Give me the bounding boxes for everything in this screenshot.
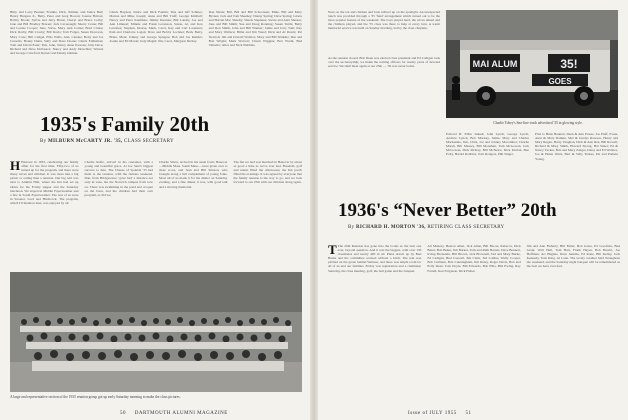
body-text: Hanover in 1935, celebrating our family affair for the first time. Fifty-two of us turned up for the program, and there were many wives and children. It was more like a big picnic or outing than a reunion. Our big tent was next to Alumni Hall, where the Inn had set up tables for the Friday supper and the Saturday luncheon. We stayed in Middle Fayerweather and a few in South Fayerweather. The rest of us were in Streeter, Lord and Hitchcock. The program, which I'll mention later, was enjoyed by all. — [10, 160, 79, 205]
text-column — [328, 244, 421, 273]
left-page — [0, 0, 310, 420]
byline-prefix: By — [348, 225, 355, 230]
truck-sign-bottom: GOES — [548, 77, 572, 86]
truck-photo — [446, 10, 618, 118]
text-column: All Muzzey, Heaton Allen, Jack Allen, Bill Bacon, Rebecca, Dick Baird, Bob Baker, Jim Barker, Tom and Ruth Barrett, Dave Bennett, Irving Bronstein, Bill Brown, Jack Brownell, Ted and Mary Burke, Ed Cadigan, Bud Caswell, Jim Clark, Ted Collins, Wally Cooper, Bob Cullinan, Bob Cunningham, Jim Daley, Roger Davis, Bob and Polly Dean, Tom Doyle, Bill Edwards, Bob Ellis, Phil Ewing, Ray Farrell, Ken Ferguson, Dick Fisher. — [427, 244, 521, 273]
text-column: First to Bette Bennett, Dean & Ann Prasse, Joe Plaff, Ewen, Aunt & Mary Rankin, Mel & Gladys Rawson, Henry and Mary Regan, Harry Vaughan, Dick & Ann Rex, Bill Rowell; Richard & Mary Smith, Howard Strong, Hal Slater; Ed & Nancy Tucker, Bob and Mary Zanger, Daisy and Ed Wallace, Joe & Helen Watts, Bert & Sally Yerkes, Pat and Pamela Young. — [535, 132, 619, 161]
byline-1935 — [40, 139, 174, 144]
page-number: 50 — [120, 411, 126, 416]
issue-date: Issue of JULY 1955 — [408, 411, 457, 416]
right-body-columns — [328, 244, 620, 273]
text-column: Chuck Hayden; Janice and Dick Fannin; Tina and Jeff Schmer; Marion and Mike Joseph; Anne and Bill Traff; George Kimball; Nancy and Peter Kaufman; Jimmy Kiernan; Bill Landry, Joe and Ann Limneal; Minnie and Frank Levenson, Susan, Al, and Ken Larrabee; Stephan, Dearse, Mark, Carol, Kay and Carl Lorenzen; Pam and Charlotte Logan; Dave and Bobby Lochner; Beth, Betty, Brian, Meta; Johnny and George Sprague; Bob and Joe Rudder; Joanie and Ed Moran; Judy Magid; Jim, Carol, Margaret Richey. — [109, 10, 203, 43]
byline-author: RICHARD H. MORTON '36, — [356, 225, 426, 230]
left-body-columns — [10, 160, 302, 205]
truck-sign-right: 35! — [560, 57, 578, 71]
byline-role: CLASS SECRETARY — [124, 139, 174, 144]
text-column: Dan Nunis; Bill, Bill and Bill Schoonsen; Mike, Bill and Mary Byrnes; Jack and Tom Sheehey; Danny Spring; Dave Spring; Gloria and Harriet Mac Sheehy; Sheets Stephens; Stevie and Alex Shearer, Jane and Bill Smith; Sue and Doug Ronning; Susan Tuttle; Betty and Don Smith, John and Bill Wanner; Jamie and Jerry Tom; Kay and Mary Wallace; Billie and Jim Weed; Dick and Al Rawls; Pat Stratton; Jim and Donald Wallace; Mary and Bill Watkins; Dee and Bob Wright; Mark Wolcott; Chuck Wiggins; Bob Worth, Bud Valladro; Alice and Nick Nubbins. — [208, 10, 302, 47]
body-text: The 20th Reunion has gone into the books as the best one ever, beyond question. And it was the biggest, with over 130 classmates and nearly 400 in all. Plans drawn up by Bud Burke and his committee worked without a hitch. The tent was pitched on the green behind Webster, and there was ample room for all of us and our families. Friday was registration and a clambake; Saturday, the class meeting, golf, the ball game and the banquet. — [328, 244, 422, 273]
right-top-text: Next on the tax and chicken and Jack Gilbert up on the spotlight. An unexpected lunch was provided through a '35 'fund' arrangement which turned out to be the most popular feature of the weekend. The boys played hard, the wives talked and the children played, and the '55 class was there to help at every turn. A warm memorial service was held on Sunday morning, led by the class chaplain. — [328, 10, 440, 31]
page-gutter — [310, 0, 318, 420]
text-column: The fun we had was matched in Hanover by about as good a time as we've ever had. Baseball, golf and tennis filled the afternoons; the Inn porch filled the evenings. It was agreed by everyone that the family reunion is the way to go, and we look forward to our 25th with our children along again. — [233, 160, 302, 185]
left-top-name-columns — [10, 10, 302, 55]
magazine-name: DARTMOUTH ALUMNI MAGAZINE — [134, 411, 228, 416]
right-name-columns — [446, 132, 618, 161]
drop-cap: T — [328, 242, 337, 257]
left-photo-caption: A large and representative section of the 1935 reunion group got up early Saturday morning to make the class pictures. — [10, 395, 181, 399]
truck-photo-image — [446, 10, 618, 118]
truck-sign-left: MAI ALUM — [472, 59, 518, 69]
right-photo-caption: Charlie Tobey's Sno-line truck advertised '35 in glowing style. — [493, 121, 583, 125]
article-title-1935: 1935's Family 20th — [40, 112, 210, 136]
text-column: Edward B. Edlin Jaskell, John Lynch, George Lynch, Andrew Lynch, Bob Mackay, Jamie, Mary and Charles Mackenzie, Jim, Chris, Joe and Johnny Macomber; Charlie Marsh, Bill Massey, Bill Monahan, Tom McGowan, Jack McGowan, Dick McKay, Bill McNeice, Dick Parrish, Ben Polly, Harold Robbins, Tom Rodgers, Phil Singer. — [446, 132, 529, 157]
page-number: 51 — [465, 411, 472, 416]
byline-role: RETIRING CLASS SECRETARY — [427, 225, 505, 230]
text-column: Billy, and Larry Bonner, Frankie, Dick, Jimmie, and Janice Bell; Henry Burgess Jr., Betty, Peter and Greg Bowen; Joanne Britton; Bobby Brook; Sylvia and Jerry Brunt; Cheryl and Bruce Colby; Jane and Bill Bradley Bowen; Jack Cavanaugh; Sherry Crane; Bill and Louise Cooper; Jane, Steve, Mary Ann Cotten; Brad Cruise; Dick Darby; Bill Crosby; Bill Davis; Tom Folger, Susan Donovan, Mary Cone; Bill Cudgel, Ellis Wells, Ann, Candee; Betty and Joe Cursello; Bonny Dunn, Sally and Dave Doane; Chuck Eddleman; Tom and David Ester; Tim, John, Nancy Anne Parsons; Judy Deve; Richard and Dave Dollarace; Nancy and Andy Dreschler; Warren and George Crawford; Robert and Danny Gilman. — [10, 10, 104, 55]
left-folio — [120, 411, 228, 416]
article-title-1936: 1936's “Never Better” 20th — [338, 200, 557, 221]
drop-cap: H — [10, 158, 21, 173]
byline-author: MILBURN McCARTY JR. '35, — [48, 139, 123, 144]
right-left-column-text: As the reunion closed, Bob Dean was elected class president and Ed Cadigan took over the secretaryship; we thank the retiring officers for twenty years of devoted service. We shall meet again at our 25th — '36 was never better. — [328, 56, 440, 69]
group-photo-image — [10, 272, 302, 392]
byline-1936 — [348, 225, 504, 230]
right-page — [318, 0, 628, 420]
text-column: Charlie Rolfe, arrived in his customer, with a young and beautiful grace. At Joe Sant's biggest success to date. The Cheese of Spaulds '35 had them at the reunion, with the famous weekend. Dan, from Bridgewater, 'gave bad' a distance not only in vans, but the Norwich campus from now on. There was swimming in the pond and croquet on the lawn, and the children had their own program, as did we. — [84, 160, 153, 197]
right-folio — [408, 411, 471, 416]
text-column — [10, 160, 79, 205]
text-column: Charlie Silver, arrived in his usual form; Hanover—Middle Mass. South Mass.—were given over to three score, and Jean and Bill Stinson, who brought along a full complement of young folks. Most all of us made it for the dinner on Saturday evening, and a fine dinner it was, with good talk and a moving memorial. — [159, 160, 228, 189]
reunion-group-photo — [10, 272, 302, 392]
text-column: Jim and Ann Flaherty, Bill Fuller, Bob Gates, Ed Goodwin, Bud Grant, Walt Hall, Tom Hart, Frank Hayes, Bob Hewitt, Joe Hoffman, Art Hughes, Dave Jenkins, Ed Kane, Bill Kelley, Jack Kennedy, Tom King, Al Lane. The lovely weather held throughout the weekend, and the Saturday night banquet will be remembered as the best we have ever had. — [526, 244, 620, 269]
byline-prefix: By — [40, 139, 47, 144]
